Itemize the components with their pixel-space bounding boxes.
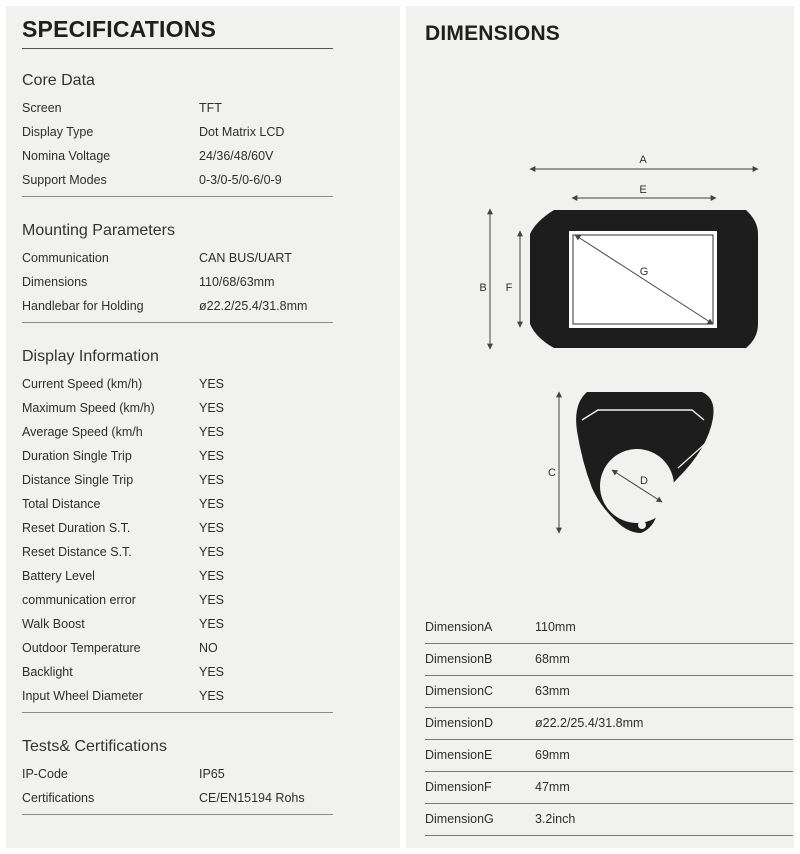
dimension-key: DimensionG: [425, 812, 494, 826]
spec-row: [22, 294, 333, 318]
spec-key: Average Speed (km/h: [22, 425, 143, 439]
spec-key: Backlight: [22, 665, 73, 679]
spec-value: YES: [199, 449, 225, 463]
spec-row: [22, 168, 333, 192]
spec-row: [22, 540, 333, 564]
spec-key: IP-Code: [22, 767, 68, 781]
spec-row: [22, 468, 333, 492]
spec-key: Distance Single Trip: [22, 473, 134, 487]
spec-value: YES: [199, 377, 225, 391]
dimensions-table: [425, 612, 793, 836]
clamp-bolt: [638, 521, 646, 529]
display-front-view: [530, 210, 758, 348]
section-title: Mounting Parameters: [22, 222, 175, 239]
dimension-row: [425, 612, 793, 644]
label-c: C: [548, 467, 556, 479]
spec-key: Screen: [22, 101, 62, 115]
spec-key: Reset Duration S.T.: [22, 521, 131, 535]
spec-key: Display Type: [22, 125, 94, 139]
spec-key: Total Distance: [22, 497, 101, 511]
dimension-key: DimensionB: [425, 652, 493, 666]
spec-value: YES: [199, 569, 225, 583]
spec-row: [22, 684, 333, 708]
section-title: Display Information: [22, 348, 159, 365]
spec-value: YES: [199, 425, 225, 439]
spec-row: [22, 246, 333, 270]
spec-value: 24/36/48/60V: [199, 149, 274, 163]
dimension-value: 3.2inch: [535, 812, 576, 826]
spec-row: [22, 636, 333, 660]
spec-value: Dot Matrix LCD: [199, 125, 285, 139]
spec-value: IP65: [199, 767, 225, 781]
spec-row: [22, 444, 333, 468]
spec-value: CAN BUS/UART: [199, 251, 292, 265]
dimension-value: 47mm: [535, 780, 570, 794]
spec-value: YES: [199, 521, 225, 535]
label-d: D: [640, 475, 648, 487]
spec-row: [22, 786, 333, 810]
dimension-row: [425, 740, 793, 772]
dimension-row: [425, 644, 793, 676]
spec-value: YES: [199, 593, 225, 607]
spec-row: [22, 564, 333, 588]
spec-value: YES: [199, 617, 225, 631]
section-title: Core Data: [22, 72, 95, 89]
label-b: B: [479, 282, 487, 294]
spec-row: [22, 396, 333, 420]
spec-key: Maximum Speed (km/h): [22, 401, 155, 415]
section-display-information: [22, 345, 333, 713]
spec-row: [22, 96, 333, 120]
dimension-row: [425, 708, 793, 740]
spec-row: [22, 762, 333, 786]
dimension-value: ø22.2/25.4/31.8mm: [535, 716, 644, 730]
section-divider: [22, 196, 333, 197]
section-mounting-parameters: [22, 219, 333, 323]
spec-value: YES: [199, 473, 225, 487]
title-divider: [22, 48, 333, 49]
dimension-diagram: [406, 6, 794, 606]
mount-side-view: [576, 392, 713, 533]
spec-key: Handlebar for Holding: [22, 299, 144, 313]
spec-value: CE/EN15194 Rohs: [199, 791, 305, 805]
spec-row: [22, 588, 333, 612]
dimensions-panel: [406, 6, 794, 848]
spec-key: Reset Distance S.T.: [22, 545, 132, 559]
spec-row: [22, 516, 333, 540]
spec-value: YES: [199, 401, 225, 415]
dimension-row: [425, 772, 793, 804]
spec-key: communication error: [22, 593, 136, 607]
spec-key: Input Wheel Diameter: [22, 689, 143, 703]
dimension-key: DimensionA: [425, 620, 493, 634]
label-a: A: [639, 154, 647, 166]
dimension-value: 63mm: [535, 684, 570, 698]
spec-row: [22, 660, 333, 684]
dimension-key: DimensionE: [425, 748, 493, 762]
label-e: E: [639, 184, 647, 196]
dimension-row: [425, 804, 793, 836]
spec-row: [22, 144, 333, 168]
specifications-panel: [6, 6, 400, 848]
section-divider: [22, 322, 333, 323]
spec-value: 110/68/63mm: [199, 275, 275, 289]
specifications-title: SPECIFICATIONS: [22, 16, 217, 42]
label-f: F: [505, 282, 513, 294]
spec-key: Duration Single Trip: [22, 449, 132, 463]
label-g: G: [639, 266, 649, 278]
spec-key: Nomina Voltage: [22, 149, 111, 163]
spec-key: Communication: [22, 251, 109, 265]
spec-value: YES: [199, 689, 225, 703]
spec-key: Dimensions: [22, 275, 88, 289]
spec-row: [22, 270, 333, 294]
spec-value: YES: [199, 497, 225, 511]
section-divider: [22, 814, 333, 815]
spec-key: Current Speed (km/h): [22, 377, 143, 391]
spec-key: Walk Boost: [22, 617, 85, 631]
spec-value: YES: [199, 545, 225, 559]
spec-key: Certifications: [22, 791, 95, 805]
spec-row: [22, 120, 333, 144]
dimension-value: 110mm: [535, 620, 576, 634]
spec-key: Outdoor Temperature: [22, 641, 141, 655]
spec-row: [22, 492, 333, 516]
spec-value: TFT: [199, 101, 222, 115]
section-tests-certifications: [22, 735, 333, 815]
dimension-row: [425, 676, 793, 708]
section-core-data: [22, 69, 333, 197]
section-title: Tests& Certifications: [22, 738, 167, 755]
dimension-key: DimensionF: [425, 780, 492, 794]
spec-value: YES: [199, 665, 225, 679]
dimensions-title: DIMENSIONS: [425, 22, 561, 45]
spec-row: [22, 612, 333, 636]
dimension-value: 68mm: [535, 652, 570, 666]
spec-key: Support Modes: [22, 173, 107, 187]
spec-row: [22, 372, 333, 396]
spec-value: NO: [199, 641, 218, 655]
dimension-value: 69mm: [535, 748, 570, 762]
spec-row: [22, 420, 333, 444]
dimension-key: DimensionD: [425, 716, 494, 730]
section-divider: [22, 712, 333, 713]
spec-key: Battery Level: [22, 569, 95, 583]
spec-value: ø22.2/25.4/31.8mm: [199, 299, 308, 313]
dimension-key: DimensionC: [425, 684, 494, 698]
spec-value: 0-3/0-5/0-6/0-9: [199, 173, 282, 187]
